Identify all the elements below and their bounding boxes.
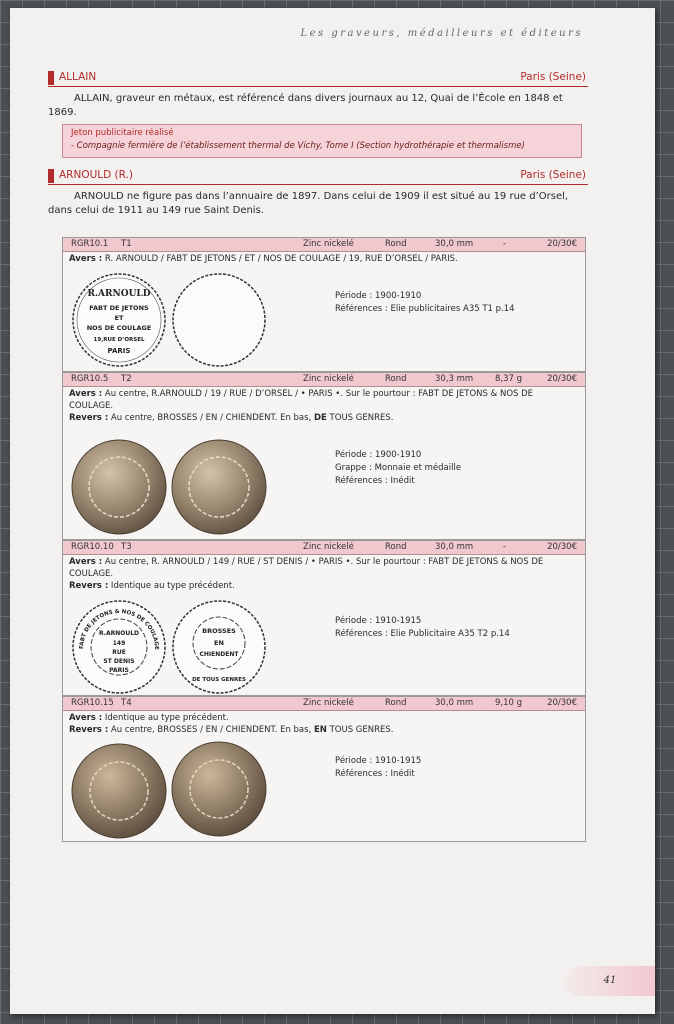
meta-period: Période : 1910-1915 (335, 756, 422, 766)
entry-shape: Rond (385, 698, 407, 708)
entry-diameter: 30,0 mm (435, 542, 474, 552)
entry-price: 20/30€ (547, 542, 577, 552)
entry-description (63, 387, 585, 424)
entry-ref: RGR10.10 (71, 542, 114, 552)
entry-weight: 8,37 g (495, 374, 523, 384)
catalog-entry (62, 372, 586, 540)
revers-text-end: TOUS GENRES. (326, 413, 394, 423)
coin-obverse-photo (72, 440, 166, 534)
meta-references: Références : Inédit (335, 769, 415, 779)
coin-reverse-drawing (173, 601, 265, 693)
coin-legend: DE TOUS GENRES (192, 677, 246, 683)
entry-type: T3 (121, 542, 132, 552)
coin-legend: EN (214, 639, 224, 647)
coin-legend: R.ARNOULD (98, 630, 140, 637)
avers-text: Au centre, R.ARNOULD / 19 / RUE / D’ORSEL / • PARIS •. Sur le pourtour : FABT DE JETONS & NOS DE COULAGE. (69, 389, 534, 411)
entry-meta (335, 755, 421, 781)
coin-legend: R.ARNOULD (87, 289, 151, 299)
revers-text: Identique au type précédent. (108, 581, 235, 591)
entry-price: 20/30€ (547, 239, 577, 249)
coin-legend: PARIS (109, 667, 129, 674)
entry-diameter: 30,0 mm (435, 239, 474, 249)
entry-header (63, 697, 585, 711)
running-head: Les graveurs, médailleurs et éditeurs (300, 28, 583, 39)
coin-drawing-t3 (71, 597, 271, 695)
revers-text: Au centre, BROSSES / EN / CHIENDENT. En bas, (108, 725, 314, 735)
revers-bold: EN (313, 725, 327, 735)
coin-legend: BROSSES (202, 627, 236, 635)
entry-price: 20/30€ (547, 374, 577, 384)
meta-period: Période : 1900-1910 (335, 291, 422, 301)
entry-ref: RGR10.15 (71, 698, 114, 708)
entry-meta (335, 290, 515, 316)
entry-weight: - (503, 542, 507, 552)
coin-reverse-photo (172, 742, 266, 836)
entry-header (63, 373, 585, 387)
entry-metal: Zinc nickelé (303, 698, 354, 708)
catalog-entry (62, 237, 586, 372)
avers-label: Avers : (69, 713, 103, 723)
coin-legend: ST DENIS (103, 658, 135, 665)
coin-legend: ET (114, 314, 124, 322)
avers-label: Avers : (69, 389, 103, 399)
meta-period: Période : 1910-1915 (335, 616, 422, 626)
revers-text: Au centre, BROSSES / EN / CHIENDENT. En bas, (108, 413, 314, 423)
section-header-arnould (48, 168, 588, 185)
entry-diameter: 30,0 mm (435, 698, 474, 708)
coin-drawing-t1 (71, 270, 271, 370)
entry-shape: Rond (385, 374, 407, 384)
entry-ref: RGR10.1 (71, 239, 109, 249)
section-header-allain (48, 70, 588, 87)
section-marker (48, 169, 54, 183)
revers-bold: DE (313, 413, 327, 423)
entry-weight: 9,10 g (495, 698, 523, 708)
book-page (10, 8, 655, 1014)
meta-references: Références : Elie Publicitaire A35 T2 p.14 (335, 629, 510, 639)
entry-type: T4 (121, 698, 132, 708)
entry-shape: Rond (385, 239, 407, 249)
coin-reverse-photo (172, 440, 266, 534)
jeton-box (62, 124, 582, 158)
entry-meta (335, 615, 510, 641)
entry-meta (335, 449, 461, 488)
page-number: 41 (565, 966, 655, 996)
jeton-title: Jeton publicitaire réalisé (71, 128, 174, 138)
section-name: ALLAIN (59, 71, 97, 83)
coin-obverse-drawing (73, 601, 165, 693)
entry-metal: Zinc nickelé (303, 542, 354, 552)
catalog-entry (62, 696, 586, 842)
jeton-reference: - Compagnie fermière de l’établissement thermal de Vichy, Tome I (Section hydrothérapie et thermalisme) (71, 141, 525, 151)
section-location: Paris (Seine) (520, 71, 586, 83)
meta-references: Références : Elie publicitaires A35 T1 p.14 (335, 304, 515, 314)
coin-legend: FABT DE JETONS (89, 304, 149, 312)
coin-obverse-photo (72, 744, 166, 838)
coin-legend: NOS DE COULAGE (86, 324, 152, 332)
entry-shape: Rond (385, 542, 407, 552)
avers-label: Avers : (69, 557, 103, 567)
entry-type: T1 (121, 239, 132, 249)
meta-period: Période : 1900-1910 (335, 450, 422, 460)
coin-legend: CHIENDENT (199, 651, 239, 658)
entry-header (63, 541, 585, 555)
coin-legend: PARIS (107, 347, 131, 355)
coin-legend: 149 (112, 640, 126, 647)
revers-label: Revers : (69, 725, 109, 735)
avers-text: R. ARNOULD / FABT DE JETONS / ET / NOS DE COULAGE / 19, RUE D’ORSEL / PARIS. (102, 254, 458, 264)
allain-text: ALLAIN, graveur en métaux, est référencé dans divers journaux au 12, Quai de l’École en 1848 et 1869. (48, 93, 563, 118)
entry-ref: RGR10.5 (71, 374, 109, 384)
coin-legend: 19,RUE D’ORSEL (93, 337, 145, 343)
section-name: ARNOULD (R.) (59, 169, 134, 181)
entry-metal: Zinc nickelé (303, 239, 354, 249)
entry-weight: - (503, 239, 507, 249)
entry-description (63, 252, 585, 265)
revers-text-end: TOUS GENRES. (326, 725, 394, 735)
entry-description (63, 711, 585, 736)
coin-legend: RUE (112, 649, 126, 656)
entry-header (63, 238, 585, 252)
coin-reverse-drawing (173, 274, 265, 366)
entry-price: 20/30€ (547, 698, 577, 708)
catalog-entry (62, 540, 586, 696)
avers-text: Au centre, R. ARNOULD / 149 / RUE / ST DENIS / • PARIS •. Sur le pourtour : FABT DE JETONS & NOS DE COULAGE. (69, 557, 544, 579)
section-location: Paris (Seine) (520, 169, 586, 181)
revers-label: Revers : (69, 413, 109, 423)
meta-cluster: Grappe : Monnaie et médaille (335, 463, 462, 473)
revers-label: Revers : (69, 581, 109, 591)
arnould-text: ARNOULD ne figure pas dans l’annuaire de 1897. Dans celui de 1909 il est situé au 19 rue d’Orsel, dans celui de 1911 au 149 rue Saint Denis. (48, 191, 569, 216)
entry-metal: Zinc nickelé (303, 374, 354, 384)
coin-photo-t2 (71, 437, 271, 537)
entry-description (63, 555, 585, 592)
entry-type: T2 (121, 374, 132, 384)
section-marker (48, 71, 54, 85)
meta-references: Références : Inédit (335, 476, 415, 486)
coin-obverse-drawing (73, 274, 165, 366)
coin-legend: FABT DE JETONS & NOS DE COULAGE (78, 608, 160, 650)
coin-photo-t4 (71, 741, 271, 839)
avers-text: Identique au type précédent. (102, 713, 229, 723)
avers-label: Avers : (69, 254, 103, 264)
entry-diameter: 30,3 mm (435, 374, 474, 384)
